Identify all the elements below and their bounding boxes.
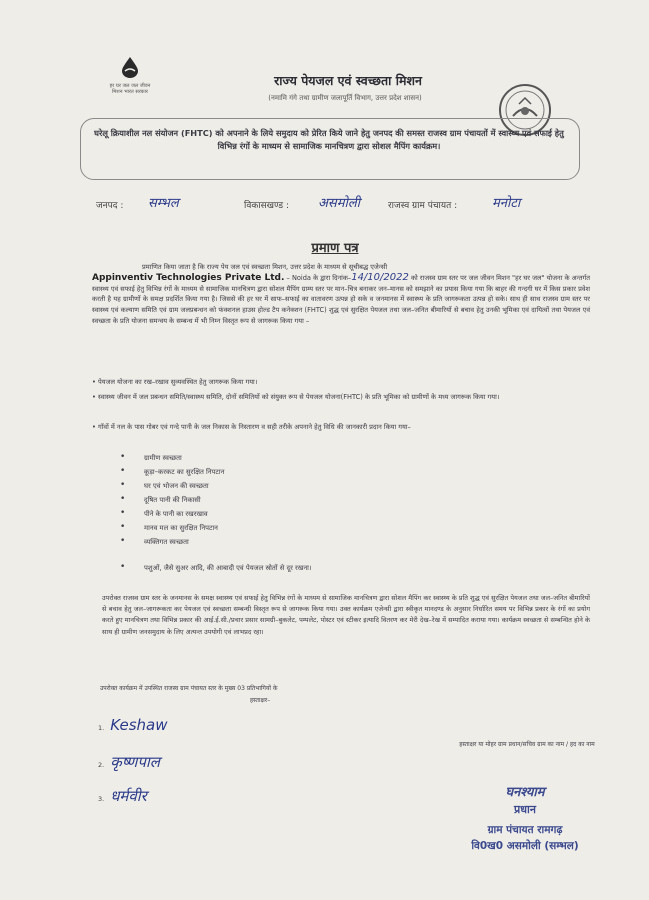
list-item: • घर एवं भोजन की स्वच्छता xyxy=(120,481,380,495)
water-drop-icon xyxy=(119,56,141,78)
list-item: • पशुओं, जैसे सुअर आदि, की आबादी एवं पेयजल स्रोतों से दूर रखना। xyxy=(120,563,311,572)
block-label: विकासखण्ड : xyxy=(244,201,290,211)
stamp-designation: प्रधान xyxy=(514,803,536,816)
program-date: 14/10/2022 xyxy=(351,271,409,283)
panchayat-label: राजस्व ग्राम पंचायत : xyxy=(388,201,458,211)
stamp-panchayat: ग्राम पंचायत रामगढ़ xyxy=(487,824,563,836)
signature-label: हस्ताक्षर– xyxy=(250,697,271,704)
mission-title: राज्य पेयजल एवं स्वच्छता मिशन xyxy=(274,73,422,88)
stamp-signature: घनश्याम xyxy=(505,785,545,800)
bullet-item: • गाँवों में नल के पास गोबर एवं गन्दे पानी के जल निकास के निस्तारण व सही तरीके अपनाने हेतु विधि की जानकारी प्रदान किया गया– xyxy=(92,423,411,431)
block-value: असमोली xyxy=(318,196,361,211)
pradhan-label: हस्ताक्षर या मोहर ग्राम प्रधान/सचिव ग्राम का नाम / हद का नाम xyxy=(459,741,595,748)
list-item: • पीने के पानी का रखरखाव xyxy=(120,509,380,523)
list-item: • व्यक्तिगत स्वच्छता xyxy=(120,537,380,551)
participant-signature: 2. कृष्णपाल xyxy=(98,753,160,771)
jal-jeevan-logo xyxy=(108,56,152,95)
certificate-title: प्रमाण पत्र xyxy=(311,241,359,256)
participant-signature: 3. धर्मवीर xyxy=(98,787,147,805)
pradhan-stamp xyxy=(440,782,610,853)
para-start: प्रमाणित किया जाता है कि राज्य पेय जल एवं स्वच्छता मिशन, उत्तर प्रदेश के माध्यम से सूचीबद्ध एजेन्सी xyxy=(142,263,388,271)
certificate-paragraph xyxy=(92,262,590,327)
list-item: • ग्रामीण स्वच्छता xyxy=(120,453,380,467)
para-rest: को राजस्व ग्राम स्तर पर जल जीवन मिशन "हर घर जल" योजना के अन्तर्गत स्वास्थ्य एवं सफाई हेतु विभिन्न रंगों के माध्यम से सामाजिक मानचित्रण द्वारा सोशल मैपिंग ग्राम्य स्तर पर मान–चित्र बनाकर जन–मानस को समझाने का प्रयास किया गया कि बाहर की गन्दगी घर में किस प्रकार प्रवेश करती है यह ग्रामीणों के समक्ष प्रदर्शित किया गया है। जिससे की हर घर में साफ–सफाई का वातावरण उत्पन्न हो सके व जनमानस में स्वास्थ्य के प्रति जागरूकता उत्पन्न हो सके। साथ ही साथ राजस्व ग्राम स्तर पर स्वास्थ्य एवं कल्याण समिति एवं ग्राम जलप्रबन्धन को फंक्शनल हाउस होल्ड टैप कनेक्शन (FHTC) शुद्ध एवं सुरक्षित पेयजल तथा जल–जनित बीमारियों से बचाव हेतु उनकी भूमिका एवं दायित्वों तथा पेयजल एवं स्वच्छता के प्रति योजना समन्वय के सम्बन्ध में भी निम्न विस्तृत रूप से जागरूक किया गया – xyxy=(92,273,590,325)
district-value: सम्भल xyxy=(148,196,179,211)
district-label: जनपद : xyxy=(96,201,124,211)
mission-subtitle: (नमामि गंगे तथा ग्रामीण जलापूर्ति विभाग, उत्तर प्रदेश शासन) xyxy=(268,94,422,102)
agency-name: Appinventiv Technologies Private Ltd. xyxy=(92,272,285,283)
list-item: • कूड़ा–करकट का सुरक्षित निपटान xyxy=(120,467,380,481)
panchayat-value: मनोटा xyxy=(492,196,521,211)
logo-text: हर घर जल जल जीवन मिशन भारत सरकार xyxy=(109,83,151,95)
location-fields xyxy=(96,198,576,222)
bullet-item: • स्वास्थ्य जीवन में जल प्रबन्धन समिति/स्वास्थ्य समिति, दोनों समितियों को संयुक्त रूप से पेयजल योजना(FHTC) के प्रति भूमिका को ग्रामीणों के मध्य जागरूक किया गया। xyxy=(92,393,500,401)
list-item: • दूषित पानी की निकासी xyxy=(120,495,380,509)
closing-paragraph: उपरोक्त राजस्व ग्राम स्तर के जनमानस के समक्ष स्वास्थ्य एवं सफाई हेतु विभिन्न रंगों के माध्यम से सामाजिक मानचित्रण द्वारा सोशल मैपिंग कर स्वास्थ्य के प्रति शुद्ध एवं सुरक्षित पेयजल तथा जल–जनित बीमारियों से बचाव हेतु जल–जागरूकता कर पेयजल एवं स्वच्छता सम्बन्धी विस्तृत रूप से जागरूक किया गया। उक्त कार्यक्रम एजेन्सी द्वारा स्वीकृत मानदण्ड के अनुसार निर्धारित समय पर विभिन्न प्रकार के रंगों का प्रयोग करते हुए मानचित्रण तथा विभिन्न प्रकार की आई.ई.सी./प्रचार प्रसार सामग्री–बुकलेट, पम्पलेट, पोस्टर एवं स्टीकर इत्यादि वितरण कर मेरी देख–रेख में सम्पादित कराया गया। कार्यक्रम स्वच्छता से सम्बन्धित होने के साथ ही ग्रामीण जनसमुदाय के लिए अत्यन्त उपयोगी एवं लाभप्रद रहा। xyxy=(102,594,590,636)
participant-signature: 1. Keshaw xyxy=(98,716,168,734)
stamp-block: वि0ख0 असमोली (सम्भल) xyxy=(471,840,579,852)
hygiene-list xyxy=(120,453,380,551)
bullet-item: • पेयजल योजना का रख–रखाव सुव्यवस्थित हेतु जागरूक किया गया। xyxy=(92,378,258,386)
signature-intro: उपरोक्त कार्यक्रम में उपस्थित राजस्व ग्राम पंचायत स्तर के मुख्य 03 प्रतिभागियों के xyxy=(100,685,278,692)
agency-suffix: – Noida के द्वारा दिनांक– xyxy=(284,273,352,282)
banner-text: घरेलू क्रियाशील नल संयोजन (FHTC) को अपनाने के लिये समुदाय को प्रेरित किये जाने हेतु जनपद की समस्त राजस्व ग्राम पंचायतों में स्वास्थ्य एवं सफाई हेतु विभिन्न रंगों के माध्यम से सामाजिक मानचित्रण द्वारा सोशल मैपिंग कार्यक्रम। xyxy=(94,128,564,151)
list-item: • मानव मल का सुरक्षित निपटान xyxy=(120,523,380,537)
